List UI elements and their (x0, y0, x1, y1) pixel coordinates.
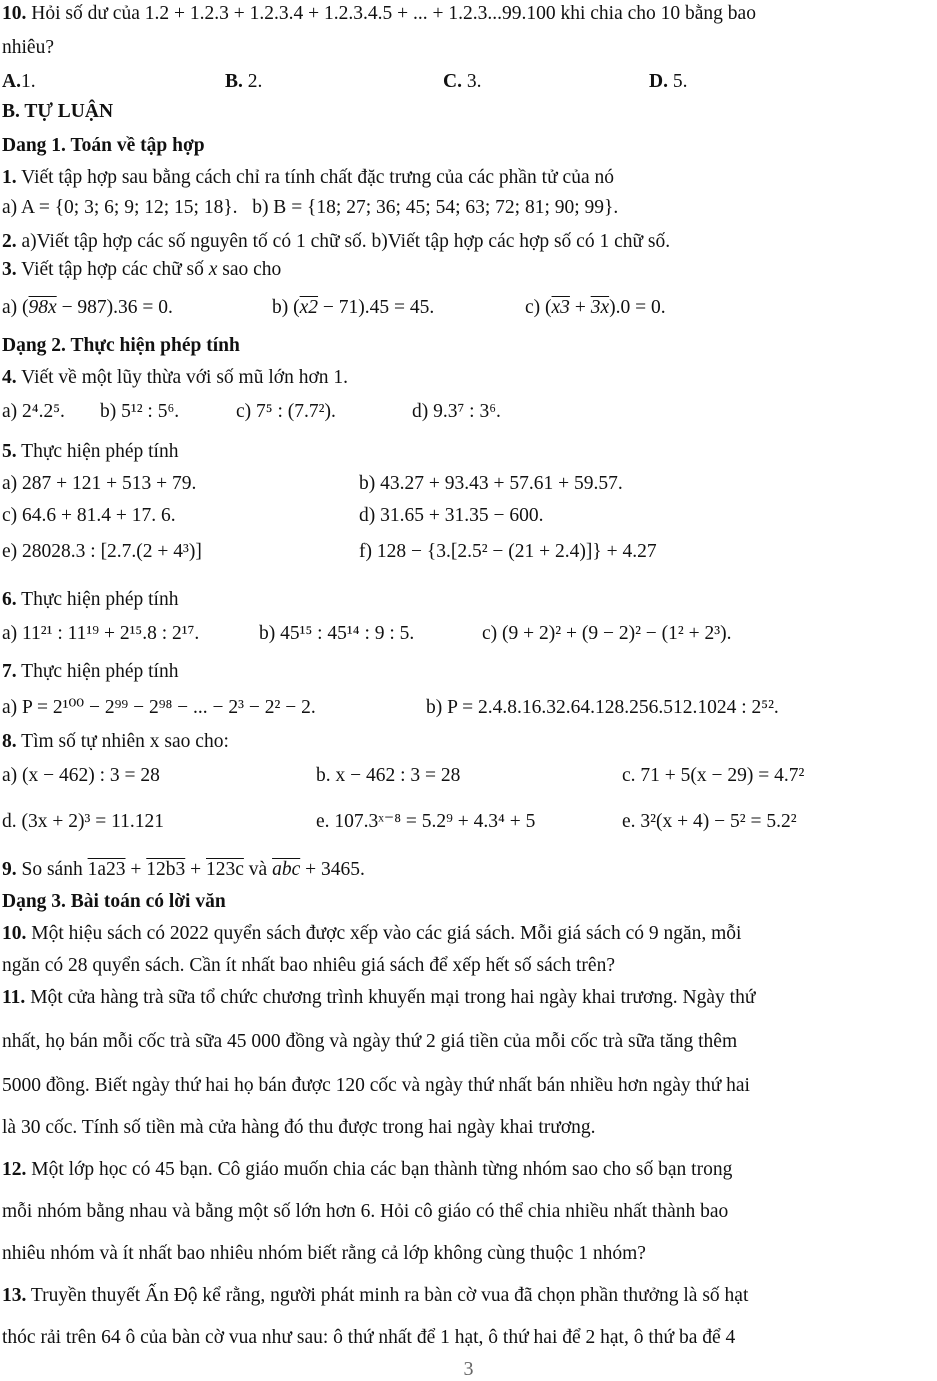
q6-part-c: c) (9 + 2)² + (9 − 2)² − (1² + 2³). (482, 623, 732, 644)
q5-part-c: c) 64.6 + 81.4 + 17. 6. (2, 505, 176, 526)
q7-text: Thực hiện phép tính (21, 661, 179, 682)
q10-line2: ngăn có 28 quyển sách. Cần ít nhất bao nhiêu giá sách để xếp hết số sách trên? (2, 955, 615, 976)
overline-3x: 3x (590, 297, 610, 318)
q8-text: Tìm số tự nhiên x sao cho: (21, 731, 229, 752)
q5-part-b: b) 43.27 + 93.43 + 57.61 + 59.57. (359, 473, 623, 494)
q9-text-post: + 3465. (300, 859, 365, 880)
q11-line2: nhất, họ bán mỗi cốc trà sữa 45 000 đồng và ngày thứ 2 giá tiền của mỗi cốc trà sữa tăng thêm (2, 1031, 738, 1052)
q6-text: Thực hiện phép tính (21, 589, 179, 610)
q4-part-d: d) 9.3⁷ : 3⁶. (412, 401, 501, 422)
q4-part-c: c) 7⁵ : (7.7²). (236, 401, 336, 422)
q3-line (2, 258, 281, 281)
q4-number: 4. (2, 367, 17, 388)
q3-part-c: c) (x3 + 3x).0 = 0. (525, 297, 666, 318)
q9-text-mid: và (243, 859, 273, 880)
q10-text-1: Một hiệu sách có 2022 quyển sách được xếp vào các giá sách. Mỗi giá sách có 9 ngăn, mỗi (31, 923, 742, 944)
page-number: 3 (463, 1358, 474, 1380)
q12-text-1: Một lớp học có 45 bạn. Cô giáo muốn chia các bạn thành từng nhóm sao cho số bạn trong (31, 1159, 733, 1180)
q7-part-b: b) P = 2.4.8.16.32.64.128.256.512.1024 : 2⁵². (426, 697, 779, 718)
q3-number: 3. (2, 259, 17, 280)
q5-line (2, 440, 178, 463)
q12-line2: mỗi nhóm bằng nhau và bằng một số lớn hơn 6. Hỏi cô giáo có thể chia nhiều nhất thành bao (2, 1201, 729, 1222)
q5-part-d: d) 31.65 + 31.35 − 600. (359, 505, 544, 526)
q8-part-a: a) (x − 462) : 3 = 28 (2, 765, 160, 786)
q8-part-f: e. 3²(x + 4) − 5² = 5.2² (622, 811, 797, 832)
q4-line (2, 366, 348, 389)
q1-part-a: a) A = {0; 3; 6; 9; 12; 15; 18}. (2, 197, 238, 218)
q4-part-b: b) 5¹² : 5⁶. (100, 401, 180, 422)
q9-text-pre: So sánh (21, 859, 88, 880)
q9-number: 9. (2, 859, 17, 880)
option-d[interactable]: D. 5. (649, 71, 688, 92)
q11-line4: là 30 cốc. Tính số tiền mà cửa hàng đó thu được trong hai ngày khai trương. (2, 1117, 596, 1138)
q5-part-a: a) 287 + 121 + 513 + 79. (2, 473, 197, 494)
q10-mc-line2: nhiêu? (2, 37, 54, 58)
q8-part-d: d. (3x + 2)³ = 11.121 (2, 811, 164, 832)
dang2-heading: Dạng 2. Thực hiện phép tính (2, 335, 240, 356)
q6-line (2, 588, 178, 611)
q13-text-1: Truyền thuyết Ấn Độ kể rằng, người phát minh ra bàn cờ vua đã chọn phần thưởng là số hạt (30, 1285, 749, 1306)
q1-parts (2, 196, 618, 219)
overline-12b3: 12b3 (146, 859, 186, 880)
q6-part-a: a) 11²¹ : 11¹⁹ + 2¹⁵.8 : 2¹⁷. (2, 623, 200, 644)
q3-variable: x (208, 259, 218, 280)
overline-123c: 123c (206, 859, 244, 880)
q11-text-1: Một cửa hàng trà sữa tổ chức chương trình khuyến mại trong hai ngày khai trương. Ngày thứ (30, 987, 756, 1008)
q1-number: 1. (2, 167, 17, 188)
q1-part-b: b) B = {18; 27; 36; 45; 54; 63; 72; 81; 90; 99}. (252, 197, 619, 218)
q6-number: 6. (2, 589, 17, 610)
q8-part-e: e. 107.3ˣ⁻⁸ = 5.2⁹ + 4.3⁴ + 5 (316, 811, 536, 832)
q10-number: 10. (2, 923, 27, 944)
overline-x3: x3 (551, 297, 570, 318)
q2-number: 2. (2, 231, 17, 252)
q10-mc-line1 (2, 2, 756, 25)
q13-line2: thóc rải trên 64 ô của bàn cờ vua như sau: ô thứ nhất để 1 hạt, ô thứ hai để 2 hạt, ô thứ ba để 4 (2, 1327, 736, 1348)
q13-line1 (2, 1284, 748, 1307)
q2-text: a)Viết tập hợp các số nguyên tố có 1 chữ số. b)Viết tập hợp các hợp số có 1 chữ số. (21, 231, 671, 252)
q1-line (2, 166, 614, 189)
q6-part-b: b) 45¹⁵ : 45¹⁴ : 9 : 5. (259, 623, 415, 644)
q13-number: 13. (2, 1285, 27, 1306)
q3-part-b: b) (x2 − 71).45 = 45. (272, 297, 435, 318)
q4-text: Viết về một lũy thừa với số mũ lớn hơn 1. (21, 367, 349, 388)
q1-text: Viết tập hợp sau bằng cách chỉ ra tính chất đặc trưng của các phần tử của nó (21, 167, 614, 188)
q5-part-e: e) 28028.3 : [2.7.(2 + 4³)] (2, 541, 202, 562)
q10-line1 (2, 922, 741, 945)
q8-line (2, 730, 229, 753)
option-b[interactable]: B. 2. (225, 71, 263, 92)
q3-text-pre: Viết tập hợp các chữ số (21, 259, 209, 280)
q9-line: 9. So sánh 1a23 + 12b3 + 123c và $\overline{abc} + 3465$. (2, 859, 365, 880)
dang1-heading: Dang 1. Toán về tập hợp (2, 135, 205, 156)
q3-text-post: sao cho (217, 259, 282, 280)
q2-line (2, 230, 670, 253)
q7-line (2, 660, 178, 683)
q11-line3: 5000 đồng. Biết ngày thứ hai họ bán được 120 cốc và ngày thứ nhất bán nhiều hơn ngày thứ hai (2, 1075, 750, 1096)
q8-number: 8. (2, 731, 17, 752)
q11-number: 11. (2, 987, 26, 1008)
overline-1a23: 1a23 (87, 859, 126, 880)
q8-part-b: b. x − 462 : 3 = 28 (316, 765, 461, 786)
q12-number: 12. (2, 1159, 27, 1180)
q5-part-f: f) 128 − {3.[2.5² − (21 + 2.4)]} + 4.27 (359, 541, 657, 562)
q5-text: Thực hiện phép tính (21, 441, 179, 462)
q4-part-a: a) 2⁴.2⁵. (2, 401, 65, 422)
q8-part-c: c. 71 + 5(x − 29) = 4.7² (622, 765, 805, 786)
dang3-heading: Dạng 3. Bài toán có lời văn (2, 891, 226, 912)
q7-part-a: a) P = 2¹⁰⁰ − 2⁹⁹ − 2⁹⁸ − ... − 2³ − 2² − 2. (2, 697, 316, 718)
overline-abc: $\overline{abc}$ (272, 859, 301, 880)
q5-number: 5. (2, 441, 17, 462)
q12-line3: nhiêu nhóm và ít nhất bao nhiêu nhóm biết rằng cả lớp không cùng thuộc 1 nhóm? (2, 1243, 646, 1264)
overline-x2: x2 (299, 297, 319, 318)
q11-line1 (2, 986, 755, 1009)
overline-98x: 98x (28, 297, 57, 318)
option-a[interactable]: A.1. (2, 71, 36, 92)
option-c[interactable]: C. 3. (443, 71, 482, 92)
q3-part-a: a) (98x − 987).36 = 0. (2, 297, 173, 318)
q12-line1 (2, 1158, 732, 1181)
q10-mc-number: 10. (2, 3, 27, 24)
section-b-heading: B. TỰ LUẬN (2, 101, 114, 122)
q7-number: 7. (2, 661, 17, 682)
q10-mc-text: Hỏi số dư của 1.2 + 1.2.3 + 1.2.3.4 + 1.2.3.4.5 + ... + 1.2.3...99.100 khi chia cho 10 bằng bao (31, 3, 756, 24)
